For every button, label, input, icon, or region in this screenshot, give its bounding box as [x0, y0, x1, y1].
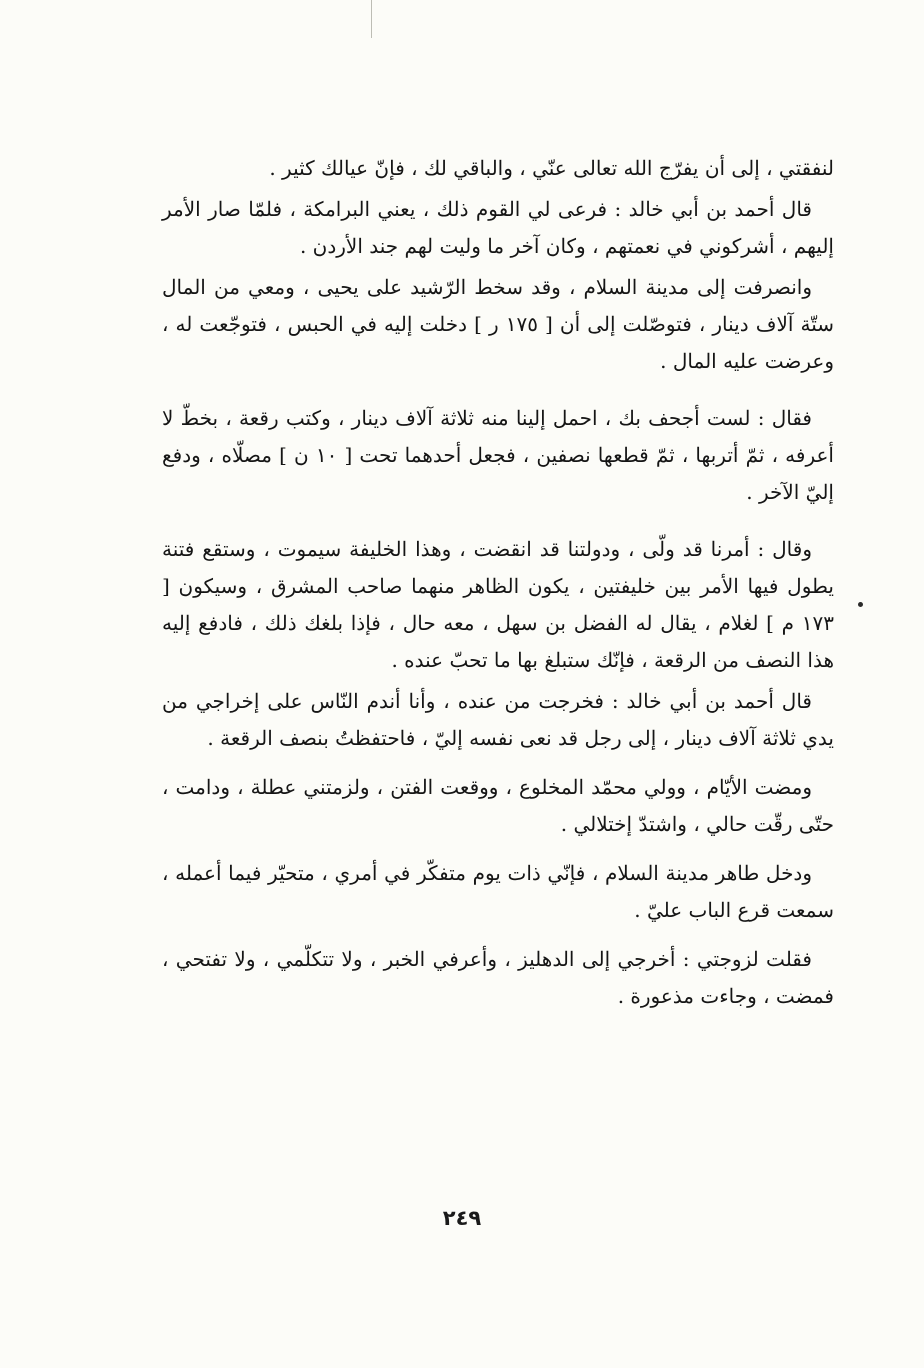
paragraph-3: وانصرفت إلى مدينة السلام ، وقد سخط الرّشيد على يحيى ، ومعي من المال ستّة آلاف دينار ، فتوصّلت إلى أن [ ١٧٥ ر ] دخلت إليه في الحبس ، فتوجّعت له ، وعرضت عليه المال . [162, 275, 834, 373]
paragraph-4: فقال : لست أجحف بك ، احمل إلينا منه ثلاثة آلاف دينار ، وكتب رقعة ، بخطّ لا أعرفه ، ثمّ أتربها ، ثمّ قطعها نصفين ، فجعل أحدهما تحت [ ١٠ ن ] مصلّاه ، ودفع إليّ الآخر . [162, 406, 834, 504]
paragraph-7: ومضت الأيّام ، وولي محمّد المخلوع ، ووقعت الفتن ، ولزمتني عطلة ، ودامت ، حتّى رقّت حالي ، واشتدّ إختلالي . [162, 775, 834, 836]
paragraph-5: وقال : أمرنا قد ولّى ، ودولتنا قد انقضت ، وهذا الخليفة سيموت ، وستقع فتنة يطول فيها الأمر بين خليفتين ، يكون الظاهر منهما صاحب المشرق ، وسيكون [ ١٧٣ م ] لغلام ، يقال له الفضل بن سهل ، معه حال ، فإذا بلغك ذلك ، فادفع إليه هذا النصف من الرقعة ، فإنّك ستبلغ بها ما تحبّ عنده . [162, 537, 834, 672]
paragraph-6: قال أحمد بن أبي خالد : فخرجت من عنده ، وأنا أندم النّاس على إخراجي من يدي ثلاثة آلاف دينار ، إلى رجل قد نعى نفسه إليّ ، فاحتفظتُ بنصف الرقعة . [162, 689, 834, 750]
page-gutter-line [371, 0, 372, 38]
paragraph-1: لنفقتي ، إلى أن يفرّج الله تعالى عنّي ، والباقي لك ، فإنّ عيالك كثير . [269, 156, 834, 180]
page-number: ٢٤٩ [442, 1206, 482, 1230]
page-body-text [162, 150, 834, 1015]
print-speck [858, 602, 863, 607]
paragraph-2: قال أحمد بن أبي خالد : فرعى لي القوم ذلك ، يعني البرامكة ، فلمّا صار الأمر إليهم ، أشركوني في نعمتهم ، وكان آخر ما وليت لهم جند الأردن . [162, 197, 834, 258]
paragraph-9: فقلت لزوجتي : أخرجي إلى الدهليز ، وأعرفي الخبر ، ولا تتكلّمي ، ولا تفتحي ، فمضت ، وجاءت مذعورة . [162, 947, 834, 1008]
paragraph-8: ودخل طاهر مدينة السلام ، فإنّي ذات يوم متفكّر في أمري ، متحيّر فيما أعمله ، سمعت قرع الباب عليّ . [162, 861, 834, 922]
